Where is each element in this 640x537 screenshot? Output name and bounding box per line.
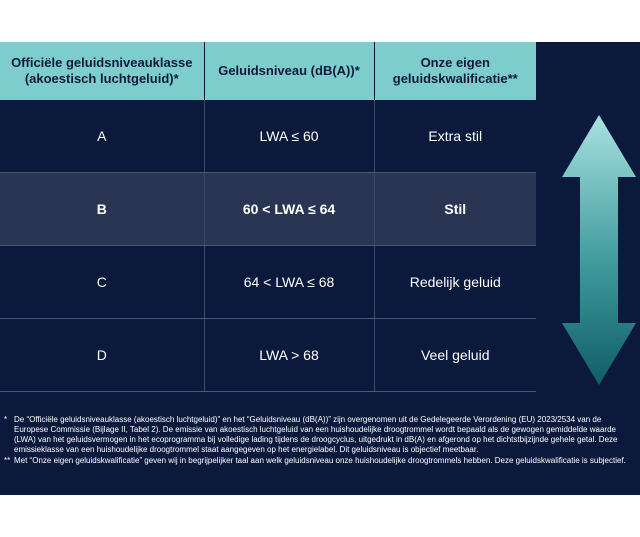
class-cell: C: [0, 246, 204, 319]
class-cell: B: [0, 173, 204, 246]
header-noise-level: Geluidsniveau (dB(A))*: [204, 42, 374, 100]
table-row: [0, 246, 536, 319]
level-cell: LWA ≤ 60: [204, 100, 374, 173]
level-cell: LWA > 68: [204, 319, 374, 392]
noise-class-table: [0, 42, 536, 392]
double-vertical-arrow-icon: [562, 115, 636, 385]
qualification-cell: Veel geluid: [374, 319, 536, 392]
header-own-qualification: Onze eigen geluidskwalificatie**: [374, 42, 536, 100]
header-official-class: Officiële geluidsniveauklasse (akoestisch luchtgeluid)*: [0, 42, 204, 100]
footnote: [4, 456, 632, 466]
table-row: [0, 173, 536, 246]
table-row: [0, 319, 536, 392]
table-row: [0, 100, 536, 173]
footnotes: [4, 415, 632, 467]
level-cell: 64 < LWA ≤ 68: [204, 246, 374, 319]
noise-class-panel: [0, 42, 640, 495]
qualification-cell: Extra stil: [374, 100, 536, 173]
table-header-row: [0, 42, 536, 100]
footnote-text: Met “Onze eigen geluidskwalificatie” geven wij in begrijpelijker taal aan welk geluidsniveau onze huishoudelijke droogtrommels hebben. Deze geluidskwalificatie is subjectief.: [14, 456, 626, 465]
qualification-cell: Redelijk geluid: [374, 246, 536, 319]
footnote: [4, 415, 632, 455]
footnote-text: De “Officiële geluidsniveauklasse (akoestisch luchtgeluid)” en het “Geluidsniveau (dB(A))” zijn overgenomen uit de Gedelegeerde Verordening (EU) 2023/2534 van de Europese Commissie (Bijlage II, Tabel 2). De emissie van akoestisch luchtgeluid van een huishoudelijke droogtrommel wordt bepaald als de gewogen gemiddelde waarde (LWA) van het geluidsvermogen in het ecoprogramma bij volledige lading tijdens de droogcyclus, uitgedrukt in dB(A) en afgerond op het dichtstbijzijnde gehele getal. Deze emissieklasse van een huishoudelijke droogtrommel staat aangegeven op het energielabel. Dit geluidsniveau is objectief meetbaar.: [14, 415, 618, 454]
qualification-cell: Stil: [374, 173, 536, 246]
footnote-mark: *: [4, 415, 8, 424]
footnote-mark: **: [4, 456, 11, 465]
level-cell: 60 < LWA ≤ 64: [204, 173, 374, 246]
class-cell: A: [0, 100, 204, 173]
class-cell: D: [0, 319, 204, 392]
